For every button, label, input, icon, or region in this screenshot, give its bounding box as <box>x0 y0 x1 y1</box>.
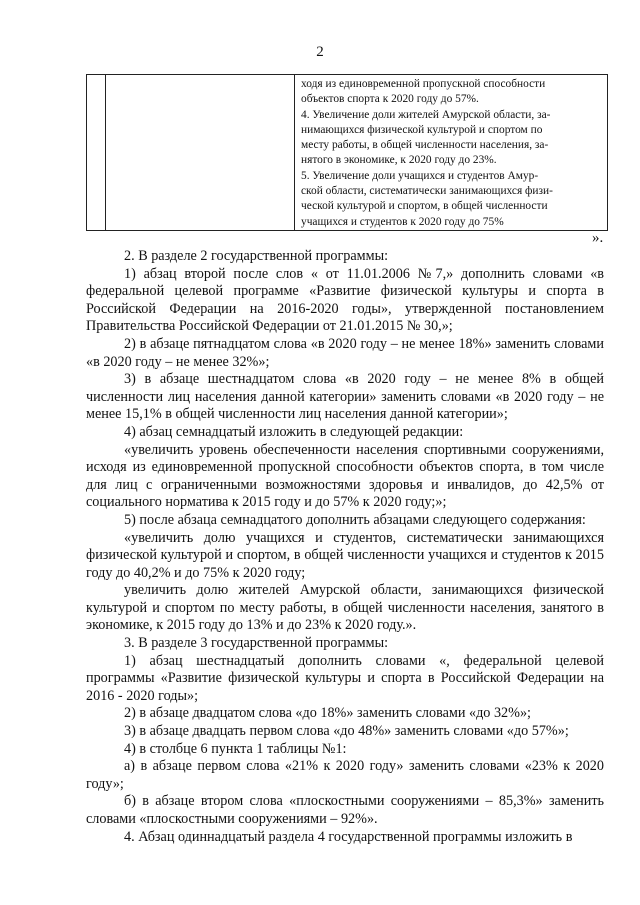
paragraph: 1) абзац шестнадцатый дополнить словами «, федеральной целевой программы «Развитие физической культуры и спорта в Российской Федерации на 2016 - 2020 годы»; <box>86 652 604 704</box>
table-text-line: нятого в экономике, к 2020 году до 23%. <box>301 154 497 167</box>
paragraph: а) в абзаце первом слова «21% к 2020 году» заменить словами «23% к 2020 году»; <box>86 758 604 792</box>
paragraph: 4. Абзац одиннадцатый раздела 4 государственной программы изложить в <box>124 828 573 845</box>
paragraph: 4) в столбце 6 пункта 1 таблицы №1: <box>124 740 347 757</box>
table-text-line: 5. Увеличение доли учащихся и студентов Амур- <box>301 169 539 182</box>
paragraph: 1) абзац второй после слов « от 11.01.2006 №7,» дополнить словами «в федеральной целевой программе «Развитие физической культуры и спорта в Российской Федерации на 2016-2020 годы», утвержденной постановлением Правительства Российской Федерации от 21.01.2015 № 30,»; <box>86 265 604 335</box>
table-text-line: 4. Увеличение доли жителей Амурской области, за- <box>301 108 551 121</box>
paragraph: 5) после абзаца семнадцатого дополнить абзацами следующего содержания: <box>124 511 586 528</box>
table-text-line: учащихся и студентов к 2020 году до 75% <box>301 215 504 228</box>
document-body <box>86 248 604 846</box>
table-text-line: ходя из единовременной пропускной способности <box>301 78 546 90</box>
continuation-table <box>86 74 608 231</box>
paragraph: 3) в абзаце шестнадцатом слова «в 2020 году – не менее 8% в общей численности лиц населения данной категории» заменить словами «в 2020 году – не менее 15,1% в общей численности лиц населения данной категории»; <box>86 371 604 423</box>
table-cell-number <box>87 75 106 231</box>
table-text-line: объектов спорта к 2020 году до 57%. <box>301 93 479 106</box>
page-number: 2 <box>316 44 324 60</box>
table-text-line: ской области, систематически занимающихся физи- <box>301 185 553 198</box>
table-cell-name <box>106 75 295 231</box>
table-text-line: ческой культурой и спортом, в общей численности <box>301 200 548 213</box>
paragraph: 2) в абзаце пятнадцатом слова «в 2020 году – не менее 18%» заменить словами «в 2020 году – не менее 32%»; <box>86 335 604 370</box>
paragraph: 2) в абзаце двадцатом слова «до 18%» заменить словами «до 32%»; <box>124 705 531 722</box>
paragraph: 4) абзац семнадцатый изложить в следующей редакции: <box>124 423 464 440</box>
paragraph: «увеличить уровень обеспеченности населения спортивными сооружениями, исходя из единовременной пропускной способности объектов спорта, в том числе для лиц с ограниченными возможностями здоровья и инвалидов, до 42,5% от социального норматива к 2015 году и до 57% к 2020 году;»; <box>86 441 604 511</box>
paragraph: 2. В разделе 2 государственной программы: <box>124 248 389 264</box>
paragraph: увеличить долю жителей Амурской области, занимающихся физической культурой и спортом по месту работы, в общей численности населения, занятого в экономике, к 2015 году до 13% и до 23% к 2020 году.». <box>86 582 604 634</box>
paragraph: 3) в абзаце двадцать первом слова «до 48%» заменить словами «до 57%»; <box>124 723 569 740</box>
table-text-line: месту работы, в общей численности населения, за- <box>301 139 549 152</box>
table-text-line: нимающихся физической культурой и спортом по <box>301 123 543 136</box>
paragraph: «увеличить долю учащихся и студентов, систематически занимающихся физической культурой и спортом, в общей численности учащихся и студентов к 2015 году до 40,2% и до 75% к 2020 году; <box>86 529 604 581</box>
table-closing-quote: ». <box>592 230 604 246</box>
paragraph: б) в абзаце втором слова «плоскостными сооружениями – 85,3%» заменить словами «плоскостными сооружениями – 92%». <box>86 793 604 827</box>
paragraph: 3. В разделе 3 государственной программы: <box>124 635 389 652</box>
table-cell-targets <box>295 75 608 231</box>
